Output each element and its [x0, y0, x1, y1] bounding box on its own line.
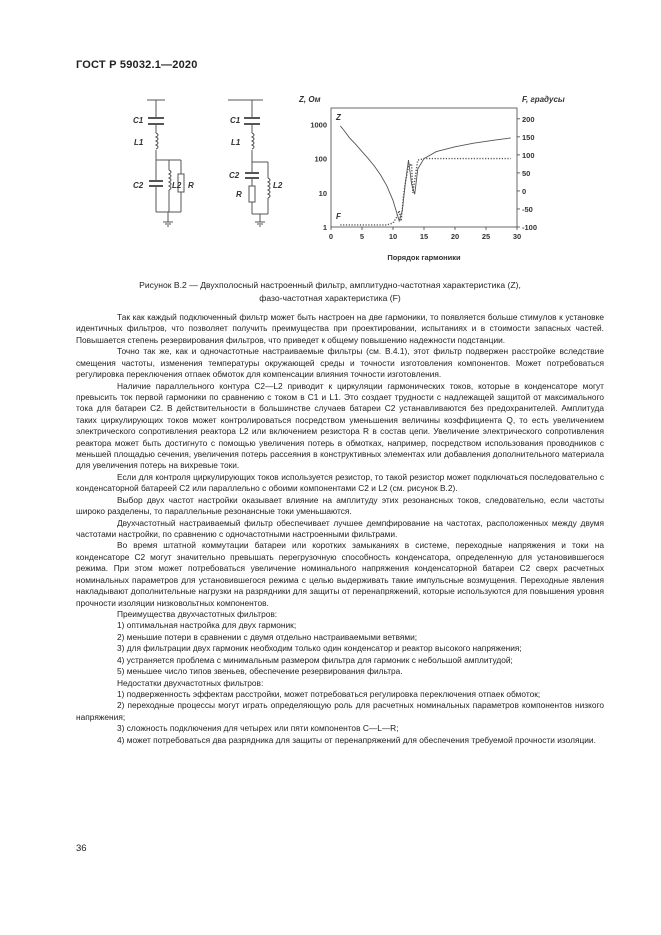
- r-label-1: R: [188, 181, 194, 190]
- paragraph-7: Во время штатной коммутации батареи или коротких замыканиях в системе, переходные напряжения и токи на конденсаторе С2 могут значительно превышать перегрузочную способность конденсатора, определенную для установившегося режима. При этом может потребоваться увеличение номинального напряжения конденсаторной батареи С2 сверх расчетных номинальных параметров для установившегося режима с целью выдерживать такие импульсные возмущения. Переходные явления накладывают дополнительные нагрузки на разрядники для защиты от перенапряжений, которые используются для повышения уровня прочности изоляции низковольтных компонентов.: [76, 540, 604, 608]
- body-text: [76, 312, 604, 746]
- y-right-tick-label: 150: [522, 132, 535, 142]
- impedance-chart: [298, 95, 565, 262]
- r-label-2: R: [236, 190, 242, 199]
- series-z-line: [340, 126, 511, 221]
- x-tick-label: 25: [481, 232, 491, 241]
- x-tick-label: 5: [359, 232, 365, 241]
- y-left-tick-label: 1: [322, 223, 327, 232]
- caption-line-2: фазо-частотная характеристика (F): [259, 292, 401, 303]
- advantages-title: Преимущества двухчастотных фильтров:: [117, 608, 278, 619]
- c2-label-2: C2: [229, 171, 240, 180]
- disadvantage-item: 3) сложность подключения для четырех или пяти компонентов С—L—R;: [117, 723, 399, 734]
- x-tick-label: 10: [388, 232, 398, 241]
- x-tick-label: 30: [512, 232, 522, 241]
- y-right-tick-label: 0: [522, 186, 527, 196]
- l1-label-2: L1: [231, 138, 241, 147]
- y-right-tick-label: 200: [522, 114, 535, 124]
- figure-b2: [0, 0, 661, 275]
- y-right-tick-label: -100: [522, 223, 538, 232]
- c1-label-1: C1: [133, 116, 144, 125]
- series-f-label: F: [336, 212, 341, 221]
- paragraph-3: Наличие параллельного контура С2—L2 приводит к циркуляции гармонических токов, которые в конденсаторе могут превысить ток первой гармоники по сравнению с током в С1 и L1. Это создает трудности с надлежащей защитой от максимального тока для батареи С2. В действительности в большинстве случаев батареи С2 устанавливаются без предохранителей. Амплитуда таких циркулирующих токов может контролироваться посредством уменьшения величины коэффициента Q, то есть увеличением электрического сопротивления реактора L2 или включением резистора R в состав цепи. Увеличение электрического сопротивления реактора может быть достигнуто с помощью увеличения потерь в обмотках, например, посредством использования проводников с меньшей площадью сечения, увеличения потерь рассеяния в конструктивных элементах или добавления дополнительного материала для увеличения потерь на вихревые токи.: [76, 380, 604, 471]
- y-left-axis-title: Z, Ом: [299, 95, 321, 104]
- y-left-tick-label: 1000: [310, 120, 327, 130]
- c1-label-2: C1: [230, 116, 241, 125]
- paragraph-6: Двухчастотный настраиваемый фильтр обеспечивает лучшее демпфирование на частотах, расположенных между двумя частотами настройки, по сравнению с одночастотными настроенными фильтрами.: [76, 517, 604, 540]
- disadvantage-item: 1) подверженность эффектам расстройки, может потребоваться регулировка переключения отпаек обмоток;: [117, 688, 541, 699]
- l2-label-1: L2: [172, 181, 182, 190]
- advantage-item: 2) меньшие потери в сравнении с двумя отдельно настраиваемыми ветвями;: [117, 631, 418, 642]
- y-right-tick-label: -50: [522, 204, 533, 214]
- standard-header: ГОСТ Р 59032.1—2020: [76, 59, 198, 71]
- paragraph-5: Выбор двух частот настройки оказывает влияние на амплитуду этих резонансных токов, следовательно, если частоты широко разделены, то параллельные резонансные токи уменьшаются.: [76, 494, 604, 517]
- y-right-tick-label: 50: [522, 168, 531, 178]
- l2-label-2: L2: [273, 181, 283, 190]
- x-tick-label: 20: [450, 232, 460, 241]
- x-axis-title: Порядок гармоники: [387, 253, 461, 262]
- disadvantage-item: 4) может потребоваться два разрядника для защиты от перенапряжений для обеспечения требуемой прочности изоляции.: [117, 734, 596, 745]
- caption-line-1: Рисунок В.2 — Двухполосный настроенный фильтр, амплитудно-частотная характеристика (Z),: [139, 280, 521, 290]
- figure-caption: [60, 279, 600, 304]
- advantage-item: 4) устраняется проблема с минимальным размером фильтра для гармоник с небольшой амплитудой;: [117, 654, 513, 665]
- paragraph-1: Так как каждый подключенный фильтр может быть настроен на две гармоники, то появляется больше стимулов к установке идентичных фильтров, что позволяет получить преимущества при проектировании, испытаниях и в стоимости запасных частей. Повышается степень резервирования фильтров, что приведет к общему повышению надежности подстанции.: [76, 312, 604, 345]
- advantage-item: 1) оптимальная настройка для двух гармоник;: [117, 620, 297, 631]
- disadvantages-title: Недостатки двухчастотных фильтров:: [117, 677, 264, 688]
- paragraph-4: Если для контроля циркулирующих токов используется резистор, то такой резистор может подключаться последовательно с конденсаторной батареей С2 или параллельно с обоими компонентами С2 и L2 (см. рисунок В.2).: [76, 471, 604, 494]
- y-left-tick-label: 100: [314, 154, 327, 164]
- advantage-item: 3) для фильтрации двух гармоник необходим только один конденсатор и реактор высокого напряжения;: [117, 643, 522, 654]
- advantage-item: 5) меньшее число типов звеньев, обеспечение резервирования фильтра.: [117, 666, 403, 677]
- disadvantage-item: 2) переходные процессы могут играть определяющую роль для расчетных номинальных параметров компонентов низкого напряжения;: [76, 700, 604, 722]
- y-left-tick-label: 10: [318, 188, 327, 198]
- series-z-label: Z: [336, 113, 341, 122]
- x-tick-label: 0: [328, 232, 334, 241]
- c2-label-1: C2: [133, 181, 144, 190]
- page-number: 36: [76, 843, 87, 854]
- circuit-1-diagram: [147, 100, 184, 226]
- l1-label-1: L1: [134, 138, 144, 147]
- series-f-line: [340, 159, 511, 225]
- x-tick-label: 15: [419, 232, 429, 241]
- paragraph-2: Точно так же, как и одночастотные настраиваемые фильтры (см. В.4.1), этот фильтр подвержен расстройке вследствие смещения частоты, изменения температуры окружающей среды и точности изготовления компонентов. Может потребоваться регулировка переключения отпаек обмоток для компенсации влияния точности изготовления.: [76, 346, 604, 380]
- y-right-tick-label: 100: [522, 150, 535, 160]
- chart-plot-area: [331, 108, 517, 227]
- y-right-axis-title: F, градусы: [522, 95, 565, 104]
